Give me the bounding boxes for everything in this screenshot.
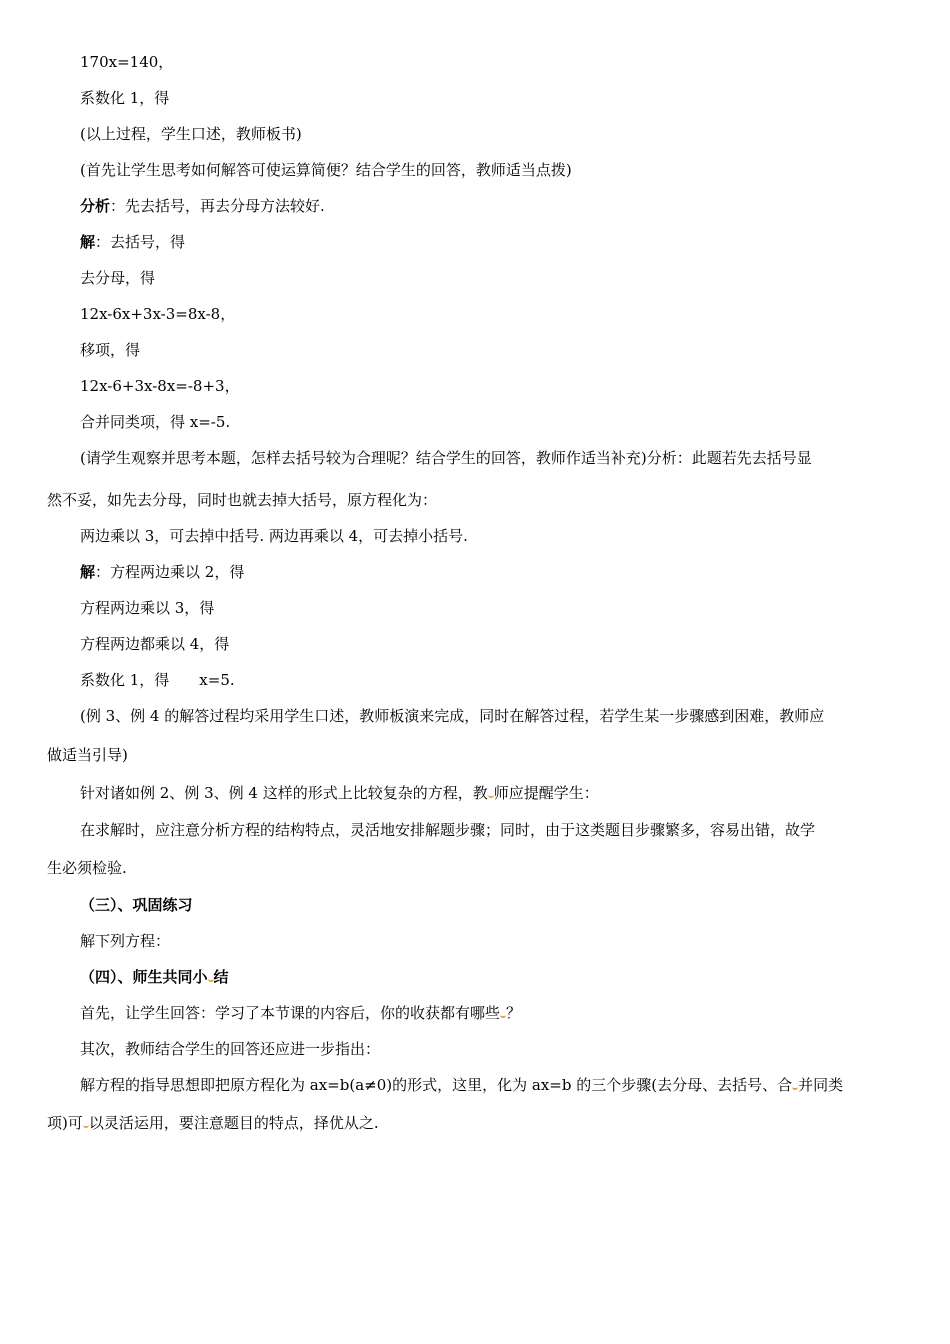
- analysis-line: 分析：先去括号，再去分母方法较好.: [80, 197, 325, 215]
- analysis-label: 分析: [80, 197, 111, 215]
- section-heading: （三）、巩固练习: [80, 896, 193, 914]
- text-line: (以上过程，学生口述，教师板书): [80, 125, 302, 143]
- text-line: 合并同类项，得 x=-5.: [80, 413, 231, 431]
- text-line: 方程两边都乘以 4，得: [80, 635, 230, 653]
- text-line: 系数化 1，得: [80, 89, 170, 107]
- text-line: 方程两边乘以 3，得: [80, 599, 215, 617]
- solution-line: 解：方程两边乘以 2，得: [80, 563, 245, 581]
- equation-line: 12x-6+3x-8x=-8+3，: [80, 377, 240, 395]
- text-line: 两边乘以 3，可去掉中括号. 两边再乘以 4，可去掉小括号.: [80, 527, 468, 545]
- section-heading: （四）、师生共同小 结: [80, 968, 229, 986]
- paragraph-line: 生必须检验.: [47, 859, 127, 877]
- paragraph-line: 针对诸如例 2、例 3、例 4 这样的形式上比较复杂的方程，教 师应提醒学生：: [80, 784, 599, 802]
- paragraph-line: (例 3、例 4 的解答过程均采用学生口述，教师板演来完成，同时在解答过程，若学生某一步骤感到困难，教师应: [80, 707, 825, 725]
- solution-label: 解: [80, 563, 96, 581]
- text-line: 解下列方程：: [80, 932, 171, 950]
- text-line: 移项，得: [80, 341, 141, 359]
- solution-label: 解: [80, 233, 96, 251]
- paragraph-line: 解方程的指导思想即把原方程化为 ax=b(a≠0)的形式，这里，化为 ax=b 的三个步骤(去分母、去括号、合 并同类: [80, 1076, 844, 1094]
- text-line: 系数化 1，得 x=5.: [80, 671, 235, 689]
- paragraph-line: (请学生观察并思考本题，怎样去括号较为合理呢？结合学生的回答，教师作适当补充)分析：此题若先去括号显: [80, 449, 812, 467]
- equation-line: 170x=140，: [80, 53, 174, 71]
- paragraph-line: 做适当引导): [47, 746, 128, 764]
- equation-line: 12x-6x+3x-3=8x-8，: [80, 305, 236, 323]
- text-line: 去分母，得: [80, 269, 156, 287]
- paragraph-line: 在求解时，应注意分析方程的结构特点，灵活地安排解题步骤；同时，由于这类题目步骤繁多，容易出错，故学: [80, 821, 816, 839]
- text-line: (首先让学生思考如何解答可使运算简便？结合学生的回答，教师适当点拨): [80, 161, 572, 179]
- paragraph-line: 其次，教师结合学生的回答还应进一步指出：: [80, 1040, 381, 1058]
- paragraph-line: 首先，让学生回答：学习了本节课的内容后，你的收获都有哪些 ？: [80, 1004, 522, 1022]
- solution-line: 解：去括号，得: [80, 233, 186, 251]
- paragraph-line: 项)可 以灵活运用，要注意题目的特点，择优从之.: [47, 1114, 379, 1132]
- paragraph-line: 然不妥，如先去分母，同时也就去掉大括号，原方程化为：: [47, 491, 438, 509]
